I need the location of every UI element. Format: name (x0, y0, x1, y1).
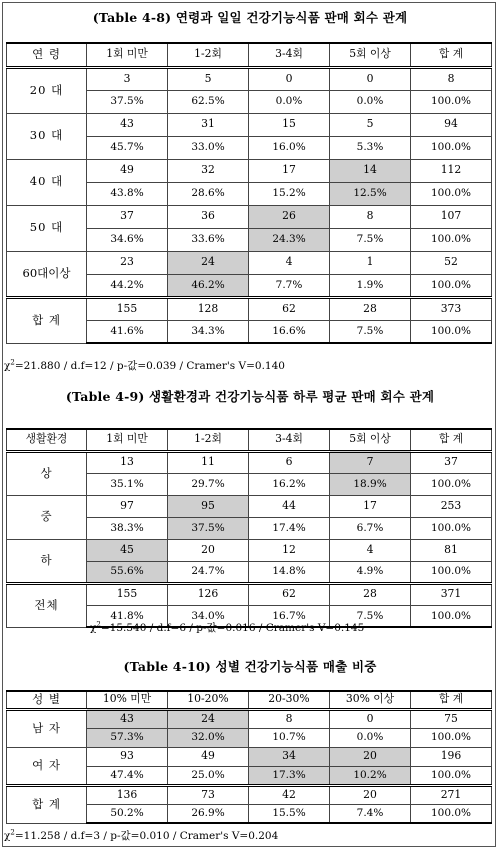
count-cell: 126 (168, 583, 249, 605)
pct-cell: 24.7% (168, 561, 249, 583)
count-cell: 112 (411, 159, 492, 182)
table-row (7, 495, 492, 517)
pct-cell: 7.5% (330, 228, 411, 251)
highlighted-pct-cell: 32.0% (168, 728, 249, 747)
count-cell: 32 (168, 159, 249, 182)
pct-cell: 34.0% (168, 605, 249, 627)
count-cell: 73 (168, 785, 249, 804)
table1-header-row (7, 43, 492, 67)
table2 (6, 428, 492, 628)
row-label: 20 대 (7, 67, 87, 113)
count-cell: 13 (87, 451, 168, 473)
count-cell: 107 (411, 205, 492, 228)
count-cell: 128 (168, 297, 249, 320)
total-row (7, 785, 492, 804)
count-cell: 94 (411, 113, 492, 136)
table2-header-cell: 1-2회 (168, 429, 249, 451)
table3-stats: $\chi^2=11.258 / d.f=3 / p-$값=0.010 / Cramer's V=0.204 (4, 828, 279, 842)
table2-header-cell: 1회 미만 (87, 429, 168, 451)
count-cell: 253 (411, 495, 492, 517)
highlighted-count-cell: 26 (249, 205, 330, 228)
highlighted-pct-cell: 46.2% (168, 274, 249, 297)
pct-cell: 50.2% (87, 804, 168, 823)
pct-cell: 6.7% (330, 517, 411, 539)
table1-header-cell: 1회 미만 (87, 43, 168, 67)
row-label: 50 대 (7, 205, 87, 251)
count-cell: 8 (411, 67, 492, 90)
pct-cell: 16.0% (249, 136, 330, 159)
count-cell: 5 (330, 113, 411, 136)
count-cell: 4 (330, 539, 411, 561)
total-row (7, 583, 492, 605)
count-cell: 0 (330, 67, 411, 90)
count-cell: 0 (249, 67, 330, 90)
pct-cell: 41.6% (87, 320, 168, 343)
row-label: 60대이상 (7, 251, 87, 297)
pct-cell: 100.0% (411, 473, 492, 495)
highlighted-count-cell: 24 (168, 709, 249, 728)
pct-cell: 4.9% (330, 561, 411, 583)
pct-cell: 14.8% (249, 561, 330, 583)
pct-cell: 34.6% (87, 228, 168, 251)
count-cell: 155 (87, 583, 168, 605)
count-cell: 8 (330, 205, 411, 228)
table-row (7, 251, 492, 274)
table3-header-cell: 성 별 (7, 691, 87, 709)
pct-cell: 62.5% (168, 90, 249, 113)
row-label: 30 대 (7, 113, 87, 159)
highlighted-count-cell: 7 (330, 451, 411, 473)
pct-cell: 100.0% (411, 182, 492, 205)
pct-cell: 100.0% (411, 517, 492, 539)
count-cell: 23 (87, 251, 168, 274)
pct-cell: 16.7% (249, 605, 330, 627)
table2-stats: $\chi^2=15.540 / d.f=6 / p-$값=0.016 / Cramer's V=0.145 (90, 620, 365, 634)
count-cell: 15 (249, 113, 330, 136)
table3-header-cell: 10-20% (168, 691, 249, 709)
pct-cell: 29.7% (168, 473, 249, 495)
table2-header-cell: 생활환경 (7, 429, 87, 451)
pct-cell: 47.4% (87, 766, 168, 785)
pct-cell: 100.0% (411, 804, 492, 823)
highlighted-count-cell: 24 (168, 251, 249, 274)
count-cell: 0 (330, 709, 411, 728)
count-cell: 37 (411, 451, 492, 473)
count-cell: 75 (411, 709, 492, 728)
pct-cell: 0.0% (330, 728, 411, 747)
count-cell: 20 (168, 539, 249, 561)
pct-cell: 7.7% (249, 274, 330, 297)
table1-header-cell: 연 령 (7, 43, 87, 67)
highlighted-count-cell: 14 (330, 159, 411, 182)
highlighted-count-cell: 43 (87, 709, 168, 728)
count-cell: 62 (249, 297, 330, 320)
pct-cell: 1.9% (330, 274, 411, 297)
table2-header-cell: 5회 이상 (330, 429, 411, 451)
count-cell: 17 (249, 159, 330, 182)
row-label: 여 자 (7, 747, 87, 785)
table1-header-cell: 3-4회 (249, 43, 330, 67)
pct-cell: 37.5% (87, 90, 168, 113)
table-row (7, 67, 492, 90)
highlighted-pct-cell: 18.9% (330, 473, 411, 495)
count-cell: 49 (87, 159, 168, 182)
count-cell: 28 (330, 297, 411, 320)
table1-stats: $\chi^2=21.880 / d.f=12 / p-$값=0.039 / Cramer's V=0.140 (4, 358, 285, 372)
table3-header-cell: 30% 이상 (330, 691, 411, 709)
row-label: 남 자 (7, 709, 87, 747)
count-cell: 44 (249, 495, 330, 517)
count-cell: 196 (411, 747, 492, 766)
pct-cell: 100.0% (411, 605, 492, 627)
count-cell: 17 (330, 495, 411, 517)
count-cell: 52 (411, 251, 492, 274)
highlighted-pct-cell: 24.3% (249, 228, 330, 251)
count-cell: 31 (168, 113, 249, 136)
pct-cell: 44.2% (87, 274, 168, 297)
pct-cell: 17.4% (249, 517, 330, 539)
highlighted-pct-cell: 57.3% (87, 728, 168, 747)
count-cell: 62 (249, 583, 330, 605)
table-row (7, 709, 492, 728)
pct-cell: 26.9% (168, 804, 249, 823)
pct-cell: 100.0% (411, 90, 492, 113)
count-cell: 28 (330, 583, 411, 605)
row-label: 상 (7, 451, 87, 495)
count-cell: 6 (249, 451, 330, 473)
table-row (7, 205, 492, 228)
count-cell: 12 (249, 539, 330, 561)
table-row (7, 539, 492, 561)
pct-cell: 0.0% (249, 90, 330, 113)
pct-cell: 38.3% (87, 517, 168, 539)
pct-cell: 41.8% (87, 605, 168, 627)
highlighted-pct-cell: 17.3% (249, 766, 330, 785)
pct-cell: 100.0% (411, 228, 492, 251)
pct-cell: 100.0% (411, 766, 492, 785)
highlighted-pct-cell: 37.5% (168, 517, 249, 539)
count-cell: 8 (249, 709, 330, 728)
count-cell: 81 (411, 539, 492, 561)
table3-header-cell: 합 계 (411, 691, 492, 709)
table3-header-row (7, 691, 492, 709)
count-cell: 42 (249, 785, 330, 804)
count-cell: 1 (330, 251, 411, 274)
count-cell: 271 (411, 785, 492, 804)
pct-cell: 15.2% (249, 182, 330, 205)
count-cell: 97 (87, 495, 168, 517)
pct-cell: 45.7% (87, 136, 168, 159)
pct-cell: 7.5% (330, 320, 411, 343)
pct-cell: 16.2% (249, 473, 330, 495)
highlighted-count-cell: 45 (87, 539, 168, 561)
count-cell: 5 (168, 67, 249, 90)
highlighted-pct-cell: 10.2% (330, 766, 411, 785)
pct-cell: 28.6% (168, 182, 249, 205)
pct-cell: 100.0% (411, 320, 492, 343)
table3 (6, 690, 492, 824)
table3-header-cell: 10% 미만 (87, 691, 168, 709)
count-cell: 49 (168, 747, 249, 766)
table-row (7, 113, 492, 136)
pct-cell: 34.3% (168, 320, 249, 343)
row-label: 하 (7, 539, 87, 583)
highlighted-count-cell: 95 (168, 495, 249, 517)
pct-cell: 25.0% (168, 766, 249, 785)
table1-header-cell: 합 계 (411, 43, 492, 67)
pct-cell: 100.0% (411, 274, 492, 297)
row-label: 중 (7, 495, 87, 539)
row-label: 합 계 (7, 785, 87, 823)
table2-title: (Table 4-9) 생활환경과 건강기능식품 하루 평균 판매 회수 관계 (65, 389, 435, 404)
table-row (7, 451, 492, 473)
table1-title: (Table 4-8) 연령과 일일 건강기능식품 판매 회수 관계 (92, 10, 408, 25)
count-cell: 3 (87, 67, 168, 90)
table1-header-cell: 5회 이상 (330, 43, 411, 67)
pct-cell: 100.0% (411, 136, 492, 159)
row-label: 40 대 (7, 159, 87, 205)
pct-cell: 5.3% (330, 136, 411, 159)
count-cell: 93 (87, 747, 168, 766)
pct-cell: 0.0% (330, 90, 411, 113)
table2-header-row (7, 429, 492, 451)
pct-cell: 16.6% (249, 320, 330, 343)
table-row (7, 747, 492, 766)
highlighted-pct-cell: 12.5% (330, 182, 411, 205)
table3-title: (Table 4-10) 성별 건강기능식품 매출 비중 (123, 659, 377, 674)
table-row (7, 159, 492, 182)
total-row (7, 297, 492, 320)
table1 (6, 42, 492, 344)
pct-cell: 7.4% (330, 804, 411, 823)
table2-header-cell: 합 계 (411, 429, 492, 451)
pct-cell: 33.0% (168, 136, 249, 159)
row-label: 합 계 (7, 297, 87, 343)
pct-cell: 100.0% (411, 561, 492, 583)
highlighted-count-cell: 20 (330, 747, 411, 766)
pct-cell: 33.6% (168, 228, 249, 251)
highlighted-pct-cell: 55.6% (87, 561, 168, 583)
table1-header-cell: 1-2회 (168, 43, 249, 67)
table2-header-cell: 3-4회 (249, 429, 330, 451)
pct-cell: 100.0% (411, 728, 492, 747)
count-cell: 36 (168, 205, 249, 228)
count-cell: 37 (87, 205, 168, 228)
pct-cell: 10.7% (249, 728, 330, 747)
pct-cell: 7.5% (330, 605, 411, 627)
count-cell: 371 (411, 583, 492, 605)
row-label: 전체 (7, 583, 87, 627)
count-cell: 11 (168, 451, 249, 473)
highlighted-count-cell: 34 (249, 747, 330, 766)
count-cell: 20 (330, 785, 411, 804)
count-cell: 136 (87, 785, 168, 804)
pct-cell: 43.8% (87, 182, 168, 205)
pct-cell: 15.5% (249, 804, 330, 823)
count-cell: 155 (87, 297, 168, 320)
count-cell: 43 (87, 113, 168, 136)
count-cell: 4 (249, 251, 330, 274)
pct-cell: 35.1% (87, 473, 168, 495)
count-cell: 373 (411, 297, 492, 320)
table3-header-cell: 20-30% (249, 691, 330, 709)
